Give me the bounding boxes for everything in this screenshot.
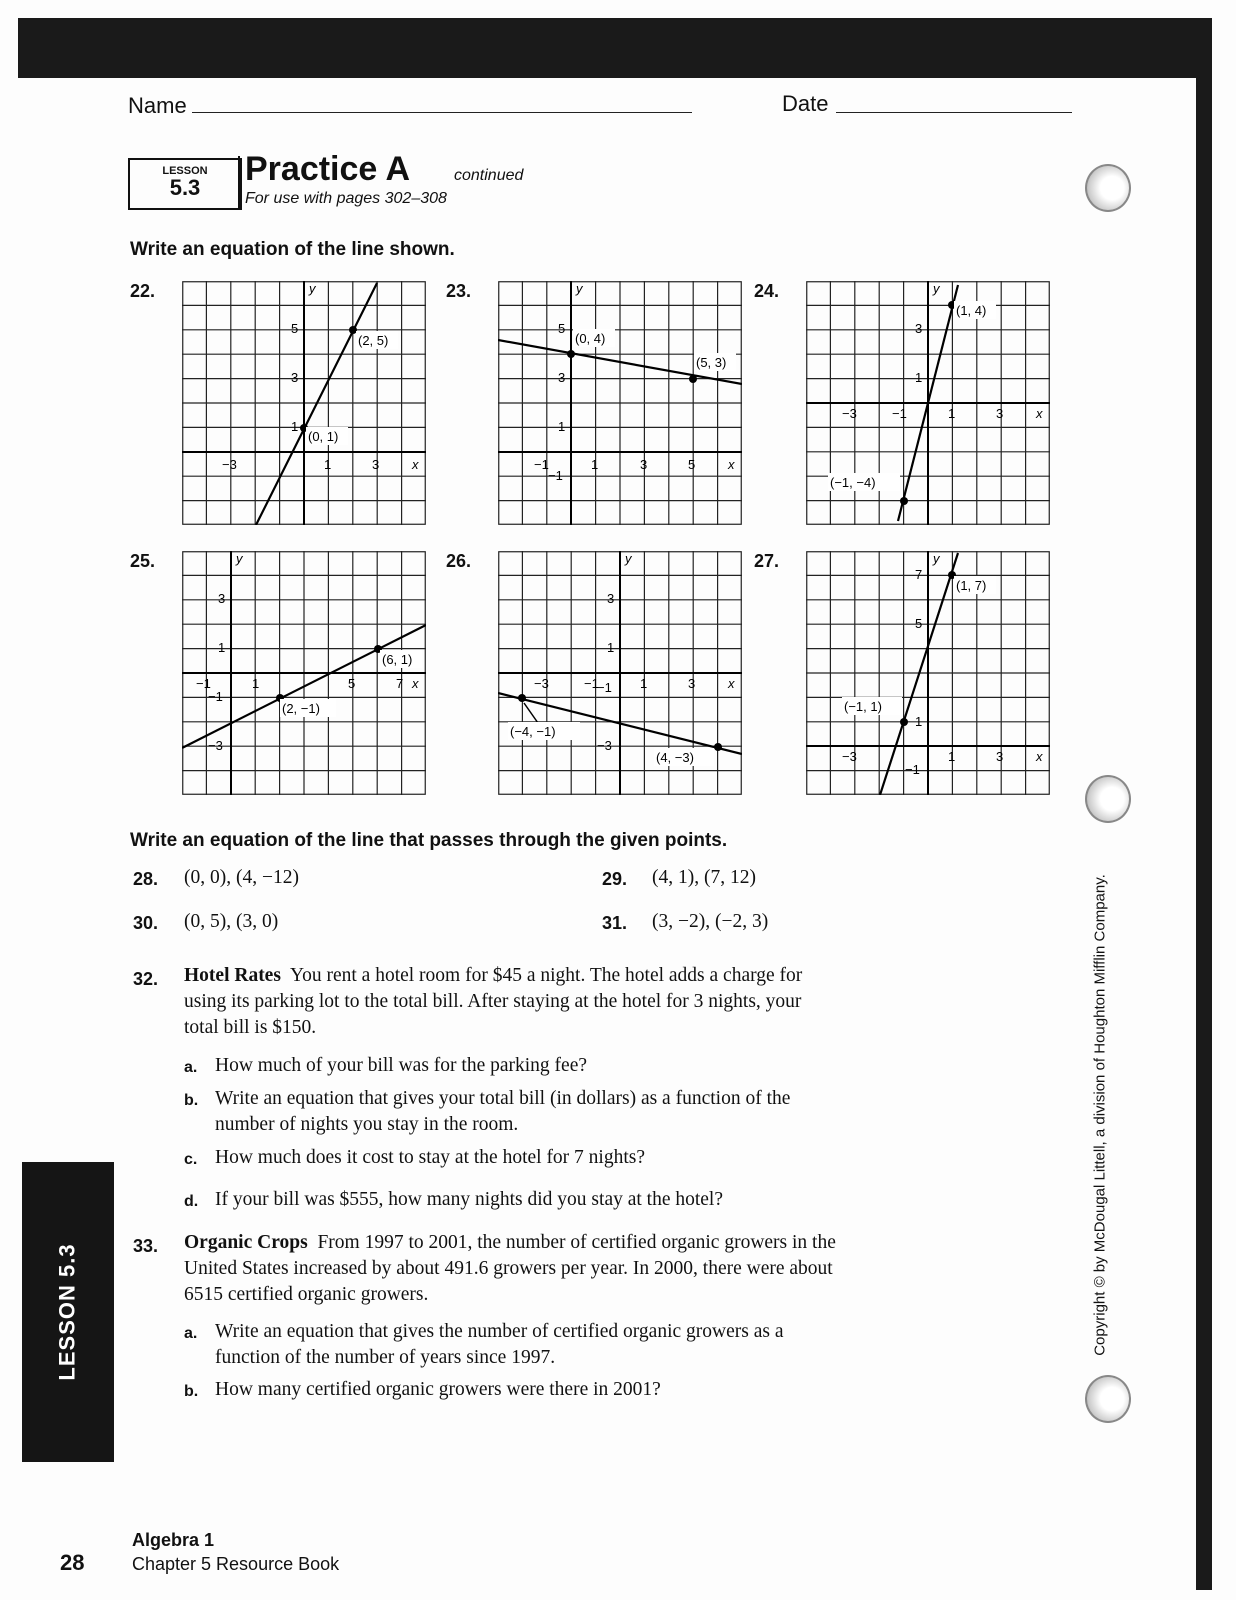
graph-26 — [498, 551, 742, 795]
y-axis-label: y — [625, 551, 632, 566]
copyright-text: Copyright © by McDougal Littell, a division of Houghton Mifflin Company. — [1091, 874, 1109, 1356]
points-text: (3, −2), (−2, 3) — [652, 911, 769, 932]
graph-line — [256, 283, 380, 525]
problem-line: From 1997 to 2001, the number of certified organic growers in the — [317, 1232, 836, 1253]
part-letter: d. — [184, 1193, 199, 1210]
point-marker — [689, 375, 697, 383]
point-label: (−1, −4) — [830, 475, 876, 490]
name-field-line[interactable] — [192, 112, 692, 113]
tick-label: 1 — [948, 406, 956, 421]
x-axis-label: x — [412, 676, 419, 691]
part-letter: b. — [184, 1092, 199, 1109]
part-letter: b. — [184, 1383, 199, 1400]
lesson-badge — [128, 158, 242, 210]
problem-line: 6515 certified organic growers. — [184, 1284, 429, 1305]
tick-label: 3 — [607, 591, 615, 606]
point-label: (2, −1) — [282, 701, 320, 716]
tick-label: 1 — [252, 676, 260, 691]
part-letter: c. — [184, 1151, 198, 1168]
tick-label: −1 — [892, 406, 907, 421]
tick-label: 3 — [688, 676, 696, 691]
tick-label: 1 — [915, 714, 923, 729]
point-label: (2, 5) — [358, 333, 389, 348]
point-marker — [900, 497, 908, 505]
tick-label: 1 — [915, 370, 923, 385]
right-scan-border — [1196, 18, 1212, 1590]
points-text: (0, 5), (3, 0) — [184, 911, 279, 932]
x-axis-label: x — [1036, 406, 1043, 421]
points-text: (4, 1), (7, 12) — [652, 867, 756, 888]
problem-number: 24. — [754, 281, 780, 301]
problem-number: 30. — [133, 913, 159, 933]
tick-label: 5 — [688, 457, 696, 472]
page-number: 28 — [60, 1550, 85, 1575]
tick-label: −3 — [208, 738, 223, 753]
tick-label: 5 — [291, 321, 299, 336]
problem-number: 33. — [133, 1236, 159, 1256]
part-line: function of the number of years since 1997. — [215, 1347, 556, 1368]
problem-number: 28. — [133, 869, 159, 889]
date-label: Date — [782, 91, 829, 116]
problem-number: 32. — [133, 969, 159, 989]
tick-label: −1 — [208, 689, 223, 704]
problem-title: Organic Crops — [184, 1232, 308, 1253]
part-line: Write an equation that gives the number of certified organic growers as a — [215, 1321, 784, 1342]
x-axis-label: x — [412, 457, 419, 472]
part-line: Write an equation that gives your total bill (in dollars) as a function of the — [215, 1088, 791, 1109]
problem-number: 23. — [446, 281, 472, 301]
section1-instruction: Write an equation of the line shown. — [130, 239, 455, 260]
part-letter: a. — [184, 1059, 198, 1076]
tick-label: 3 — [915, 321, 923, 336]
x-axis-label: x — [728, 457, 735, 472]
point-marker — [349, 326, 357, 334]
lesson-number: 5.3 — [169, 175, 201, 200]
tick-label: 7 — [396, 676, 404, 691]
tick-label: 5 — [558, 321, 566, 336]
point-marker — [714, 743, 722, 751]
problem-line: United States increased by about 491.6 growers per year. In 2000, there were about — [184, 1258, 833, 1279]
tick-label: −1 — [196, 676, 211, 691]
tick-label: 1 — [591, 457, 599, 472]
part-text — [215, 1319, 783, 1371]
tick-label: −1 — [548, 468, 563, 483]
point-label: (0, 4) — [575, 331, 606, 346]
binder-hole — [1085, 1375, 1131, 1423]
tick-label: 1 — [291, 419, 299, 434]
tick-label: −3 — [842, 749, 857, 764]
tick-label: −3 — [222, 457, 237, 472]
book-subtitle: Chapter 5 Resource Book — [132, 1554, 340, 1574]
binder-hole — [1085, 775, 1131, 823]
problem-line: using its parking lot to the total bill. After staying at the hotel for 3 nights, your — [184, 991, 802, 1012]
point-label: (4, −3) — [656, 750, 694, 765]
problem-number: 27. — [754, 551, 780, 571]
tick-label: 1 — [948, 749, 956, 764]
problem-line: You rent a hotel room for $45 a night. The hotel adds a charge for — [289, 965, 803, 986]
part-text: How much of your bill was for the parking fee? — [215, 1055, 588, 1076]
tick-label: 1 — [607, 640, 615, 655]
part-text: If your bill was $555, how many nights did you stay at the hotel? — [215, 1189, 724, 1210]
problem-line: total bill is $150. — [184, 1017, 317, 1038]
top-scan-border — [18, 18, 1212, 78]
tick-label: 1 — [640, 676, 648, 691]
part-text — [215, 1086, 790, 1138]
graph-22 — [182, 281, 426, 525]
tick-label: −3 — [534, 676, 549, 691]
tick-label: 3 — [218, 591, 226, 606]
tick-label: 3 — [372, 457, 380, 472]
point-label: (0, 1) — [308, 429, 339, 444]
problem-number: 26. — [446, 551, 472, 571]
graph-27 — [806, 551, 1050, 795]
problem-title: Hotel Rates — [184, 965, 281, 986]
part-text: How much does it cost to stay at the hotel for 7 nights? — [215, 1147, 646, 1168]
tick-label: −1 — [584, 676, 599, 691]
tick-label: −3 — [597, 738, 612, 753]
points-text: (0, 0), (4, −12) — [184, 867, 299, 888]
point-label: (5, 3) — [696, 355, 727, 370]
graph-line — [880, 553, 958, 795]
y-axis-label: y — [309, 281, 316, 296]
copyright-notice — [1080, 874, 1120, 1356]
point-marker — [567, 350, 575, 358]
tick-label: 1 — [558, 419, 566, 434]
point-label: (6, 1) — [382, 652, 413, 667]
part-letter: a. — [184, 1325, 198, 1342]
point-label: (1, 4) — [956, 303, 987, 318]
continued-label: continued — [454, 167, 524, 184]
tick-label: −1 — [597, 680, 612, 695]
x-axis-label: x — [728, 676, 735, 691]
tick-label: −1 — [534, 457, 549, 472]
graph-24 — [806, 281, 1050, 525]
y-axis-label: y — [576, 281, 583, 296]
book-title: Algebra 1 — [132, 1530, 215, 1550]
tick-label: 3 — [996, 749, 1004, 764]
side-tab-text: LESSON 5.3 — [55, 1243, 80, 1381]
problem-32-text — [184, 963, 924, 1041]
page-title: Practice A — [245, 150, 411, 188]
date-field-line[interactable] — [836, 112, 1072, 113]
point-marker — [900, 718, 908, 726]
part-line: number of nights you stay in the room. — [215, 1114, 519, 1135]
tick-label: 1 — [324, 457, 332, 472]
y-axis-label: y — [933, 281, 940, 296]
pages-note: For use with pages 302–308 — [245, 190, 447, 207]
point-label: (−4, −1) — [510, 724, 556, 739]
graph-25 — [182, 551, 426, 795]
binder-hole — [1085, 164, 1131, 212]
tick-label: 1 — [218, 640, 226, 655]
problem-33-text — [184, 1230, 924, 1308]
tick-label: 3 — [291, 370, 299, 385]
y-axis-label: y — [933, 551, 940, 566]
tick-label: 3 — [996, 406, 1004, 421]
point-label: (−1, 1) — [844, 699, 882, 714]
problem-number: 25. — [130, 551, 156, 571]
tick-label: −1 — [905, 762, 920, 777]
point-label: (1, 7) — [956, 578, 987, 593]
tick-label: −3 — [842, 406, 857, 421]
part-text: How many certified organic growers were there in 2001? — [215, 1379, 661, 1400]
tick-label: 3 — [558, 370, 566, 385]
name-label: Name — [128, 93, 187, 118]
tick-label: 5 — [348, 676, 356, 691]
point-marker — [518, 694, 526, 702]
tick-label: 7 — [915, 567, 923, 582]
tick-label: 3 — [640, 457, 648, 472]
problem-number: 22. — [130, 281, 156, 301]
x-axis-label: x — [1036, 749, 1043, 764]
section2-instruction: Write an equation of the line that passes through the given points. — [130, 830, 728, 851]
tick-label: 5 — [915, 616, 923, 631]
y-axis-label: y — [236, 551, 243, 566]
lesson-side-tab-label — [22, 1162, 114, 1462]
lesson-word: LESSON — [162, 165, 208, 177]
title-divider — [238, 156, 240, 208]
problem-number: 29. — [602, 869, 628, 889]
graph-23 — [498, 281, 742, 525]
problem-number: 31. — [602, 913, 628, 933]
label-pointer — [524, 703, 538, 723]
